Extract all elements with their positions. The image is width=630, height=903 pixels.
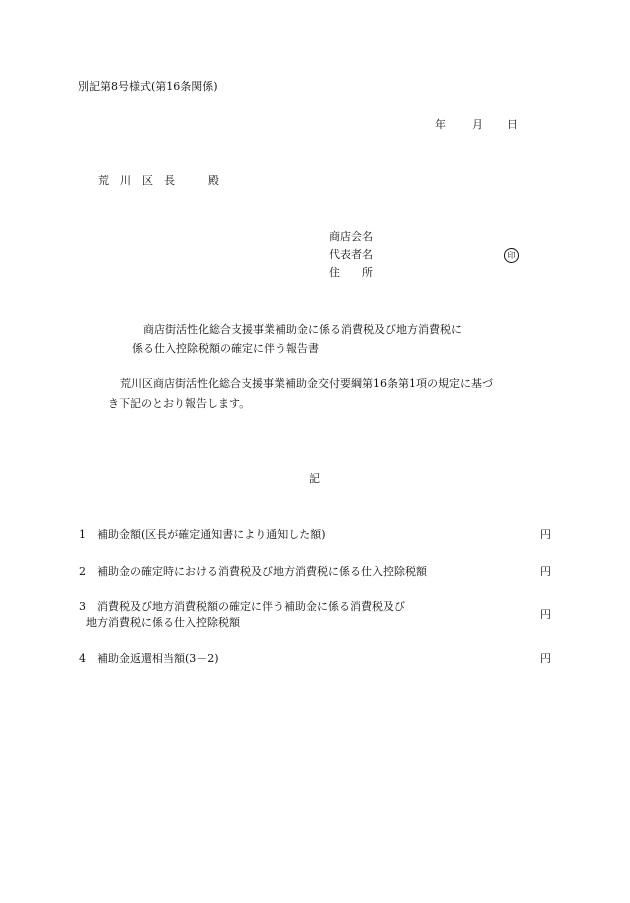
item-number: 2 xyxy=(79,565,86,578)
item-number: 3 xyxy=(79,600,86,613)
item-unit: 円 xyxy=(540,608,551,621)
report-title-line1: 商店街活性化総合支援事業補助金に係る消費税及び地方消費税に xyxy=(143,323,462,336)
date-year-label: 年 xyxy=(435,118,446,131)
item-text: 補助金返還相当額(3－2) xyxy=(97,652,219,665)
address-label: 住 所 xyxy=(329,266,373,279)
addressee: 荒 川 区 長 殿 xyxy=(98,174,219,187)
item-unit: 円 xyxy=(540,528,551,541)
report-title-line2: 係る仕入控除税額の確定に伴う報告書 xyxy=(132,342,319,355)
body-text-line2: き下記のとおり報告します。 xyxy=(108,397,251,410)
body-text-line1: 荒川区商店街活性化総合支援事業補助金交付要綱第16条第1項の規定に基づ xyxy=(120,377,493,390)
item-number: 4 xyxy=(79,652,86,665)
form-header: 別記第8号様式(第16条関係) xyxy=(78,80,218,93)
item-unit: 円 xyxy=(540,652,551,665)
seal-mark: 印 xyxy=(504,248,519,263)
item-unit: 円 xyxy=(540,565,551,578)
item-text: 補助金の確定時における消費税及び地方消費税に係る仕入控除税額 xyxy=(97,565,427,578)
shop-association-label: 商店会名 xyxy=(329,230,373,243)
item-text-continued: 地方消費税に係る仕入控除税額 xyxy=(86,616,240,629)
item-text: 補助金額(区長が確定通知書により通知した額) xyxy=(97,528,326,541)
date-month-label: 月 xyxy=(472,118,483,131)
item-number: 1 xyxy=(79,528,86,541)
item-text: 消費税及び地方消費税額の確定に伴う補助金に係る消費税及び xyxy=(97,600,405,613)
representative-label: 代表者名 xyxy=(329,248,373,261)
date-day-label: 日 xyxy=(507,118,518,131)
ki-heading: 記 xyxy=(309,472,320,485)
